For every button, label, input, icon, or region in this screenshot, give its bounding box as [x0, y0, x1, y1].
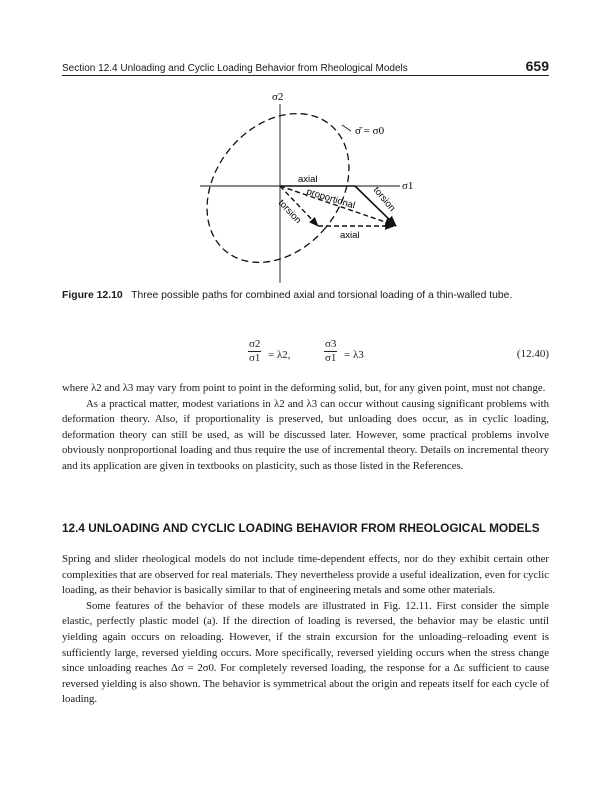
label-axial-bottom: axial [340, 230, 360, 241]
body-text-lower [62, 552, 549, 708]
fraction-sigma3-sigma1 [324, 338, 337, 365]
axis-label-sigma1: σ1 [402, 180, 414, 192]
label-axial-top: axial [298, 174, 318, 185]
label-torsion-left: torsion [275, 197, 304, 226]
paragraph-2: As a practical matter, modest variations in λ2 and λ3 can occur without causing significant problems with deformation theory. Also, if proportionality is preserved, but unloading does occur, as in cyclic loading, deformation theory can still be used, as will be discussed later. However, some practical problems involve obviously nonproportional loading and thus require the use of incremental theory. Details on incremental theory and its application are given in textbooks on plasticity, such as those listed in the References. [62, 397, 549, 472]
paragraph-1: where λ2 and λ3 may vary from point to point in the deforming solid, but, for any given point, must not change. [62, 382, 546, 394]
header-section-title: Section 12.4 Unloading and Cyclic Loading Behavior from Rheological Models [62, 63, 408, 74]
paragraph-4: Some features of the behavior of these models are illustrated in Fig. 12.11. First consider the simple elastic, perfectly plastic model (a). If the direction of loading is reversed, the behavior may be elastic until yielding again occurs on reloading. However, if the strain excursion for the unloading–reloading event is sufficiently large, reversed yielding occurs. More specifically, reversed yielding occurs when the stress change since unloading reaches Δσ = 2σ0. For completely reversed loading, the response for a Δε sufficient to cause reversed yielding is also shown. The behavior is symmetrical about the origin and repeats itself for each cycle of loading. [62, 599, 549, 706]
yield-ellipse [178, 85, 378, 290]
fraction-sigma2-sigma1 [248, 338, 261, 365]
label-torsion-right: torsion [370, 184, 398, 214]
equation-number: (12.40) [516, 348, 549, 360]
caption-text: Three possible paths for combined axial and torsional loading of a thin-walled tube. [131, 290, 513, 301]
eq-denominator-1: σ1 [249, 352, 261, 364]
body-text-upper [62, 381, 549, 475]
section-heading: 12.4 UNLOADING AND CYCLIC LOADING BEHAVIOR FROM RHEOLOGICAL MODELS [62, 521, 540, 535]
yield-surface-label: σ̄ = σ0 [355, 125, 385, 137]
eq-rhs-2: = λ3 [344, 349, 364, 361]
label-proportional: proportional [305, 186, 357, 212]
page-number: 659 [525, 58, 549, 74]
eq-numerator-1: σ2 [249, 338, 261, 350]
eq-rhs-1: = λ2, [268, 349, 291, 361]
eq-numerator-2: σ3 [325, 338, 337, 350]
caption-label: Figure 12.10 [62, 290, 123, 301]
yield-label-leader [342, 125, 351, 131]
eq-denominator-2: σ1 [325, 352, 337, 364]
equation-12-40 [62, 338, 549, 378]
axis-label-sigma2: σ2 [272, 91, 284, 103]
paragraph-3: Spring and slider rheological models do not include time-dependent effects, nor do they exhibit certain other complexities that are observed for real materials. They nevertheless provide a useful idealization, even for cyclic loading, as their behavior is basically similar to that of engineering metals and some other materials. [62, 553, 549, 597]
header-rule [62, 75, 549, 76]
figure-caption [62, 289, 549, 302]
figure-12-10 [0, 80, 613, 290]
